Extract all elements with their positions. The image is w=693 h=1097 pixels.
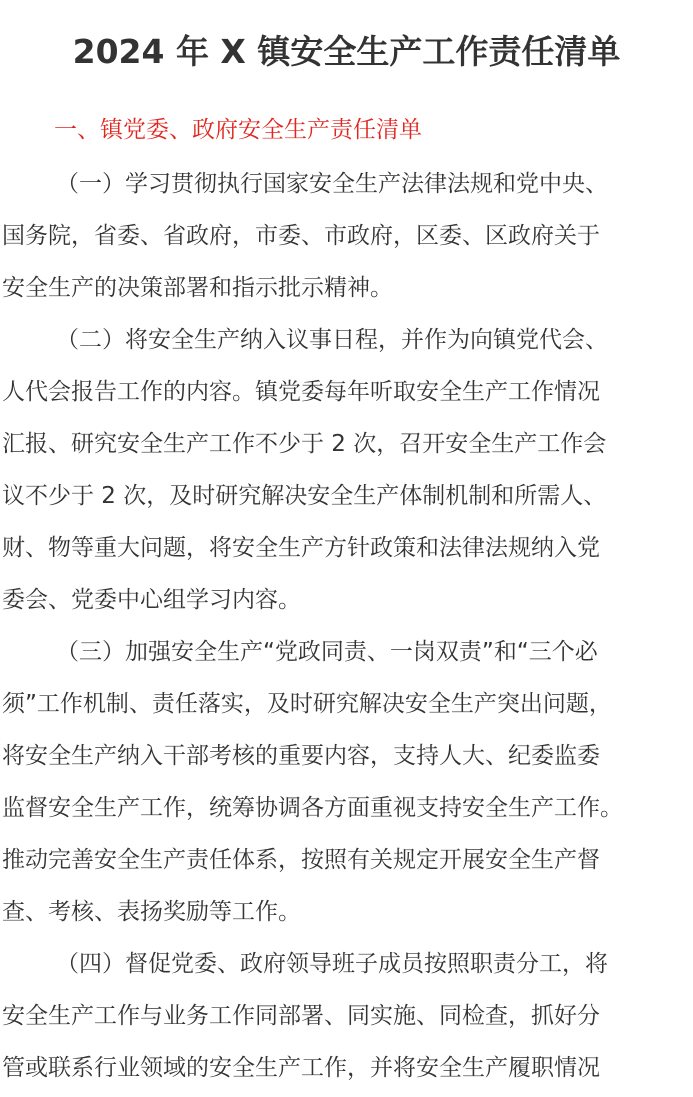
paragraph-line: 将安全生产纳入干部考核的重要内容，支持人大、纪委监委	[2, 743, 600, 769]
paragraph-line: 人代会报告工作的内容。镇党委每年听取安全生产工作情况	[2, 379, 600, 405]
paragraph-line: 财、物等重大问题，将安全生产方针政策和法律法规纳入党	[2, 535, 600, 561]
paragraph-line: 须”工作机制、责任落实，及时研究解决安全生产突出问题，	[2, 691, 612, 717]
paragraph-line: 安全生产工作与业务工作同部署、同实施、同检查，抓好分	[2, 1003, 600, 1029]
paragraph-line: 议不少于 2 次，及时研究解决安全生产体制机制和所需人、	[2, 483, 607, 509]
paragraph-line: 国务院，省委、省政府，市委、市政府，区委、区政府关于	[2, 223, 600, 249]
document-title: 2024 年 X 镇安全生产工作责任清单	[72, 32, 621, 71]
paragraph-line: 管或联系行业领域的安全生产工作，并将安全生产履职情况	[2, 1055, 600, 1081]
paragraph-line: 推动完善安全生产责任体系，按照有关规定开展安全生产督	[2, 847, 600, 873]
paragraph-line: 安全生产的决策部署和指示批示精神。	[2, 275, 393, 301]
paragraph-line: 委会、党委中心组学习内容。	[2, 587, 301, 613]
paragraph-line: （三）加强安全生产“党政同责、一岗双责”和“三个必	[56, 639, 598, 665]
paragraph-line: 监督安全生产工作，统筹协调各方面重视支持安全生产工作。	[2, 795, 623, 821]
paragraph-line: 查、考核、表扬奖励等工作。	[2, 899, 301, 925]
paragraph-line: 汇报、研究安全生产工作不少于 2 次，召开安全生产工作会	[2, 431, 607, 457]
paragraph-line: （一）学习贯彻执行国家安全生产法律法规和党中央、	[56, 171, 608, 197]
paragraph-line: （二）将安全生产纳入议事日程，并作为向镇党代会、	[56, 327, 608, 353]
paragraph-line: （四）督促党委、政府领导班子成员按照职责分工，将	[56, 951, 608, 977]
section-heading: 一、镇党委、政府安全生产责任清单	[54, 117, 422, 143]
